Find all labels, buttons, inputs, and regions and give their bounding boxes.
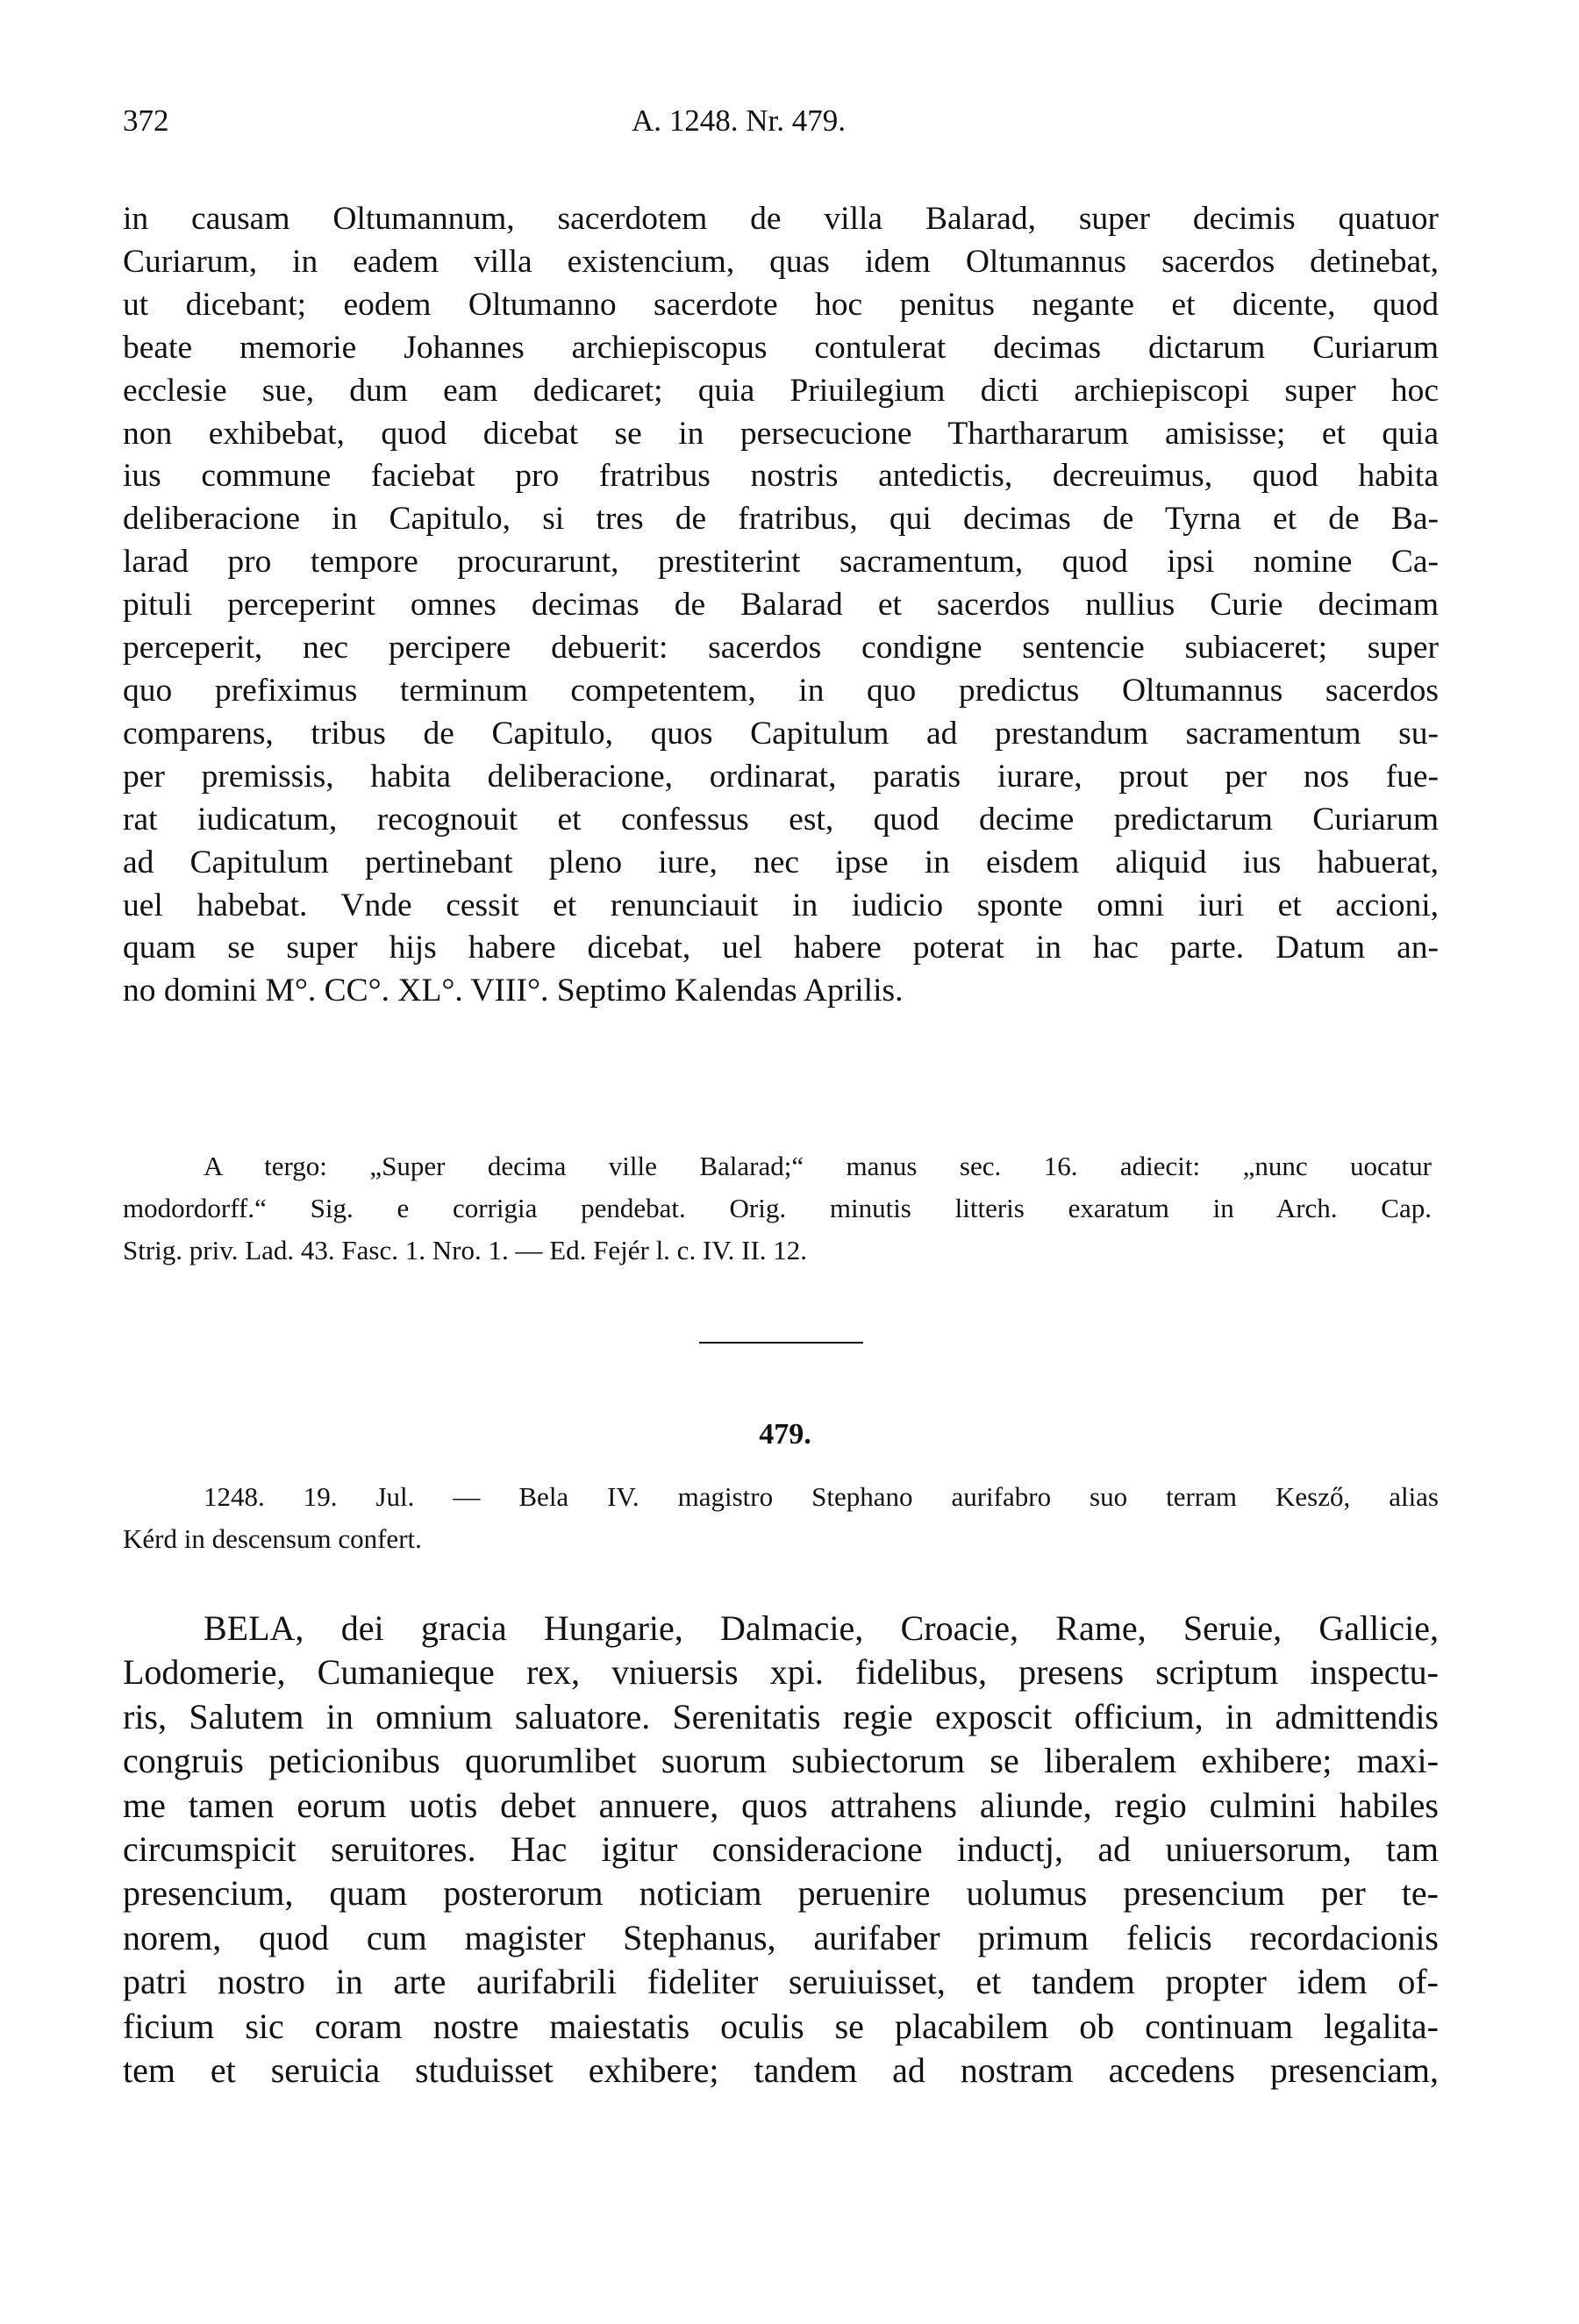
- main-text-line: perceperit, nec percipere debuerit: sacerdos condigne sentencie subiaceret; super: [123, 630, 1439, 667]
- page-number: 372: [123, 103, 169, 138]
- regest-line: 1248. 19. Jul. — Bela IV. magistro Stephano aurifabro suo terram Kesző, alias: [204, 1481, 1439, 1512]
- charter-text-line: Lodomerie, Cumanieque rex, vniuersis xpi. fidelibus, presens scriptum inspectu-: [123, 1652, 1439, 1693]
- page-header: [123, 103, 1430, 147]
- main-text-line: per premissis, habita deliberacione, ordinarat, paratis iurare, prout per nos fue-: [123, 758, 1439, 795]
- regest: [123, 1476, 1439, 1560]
- running-head: A. 1248. Nr. 479.: [632, 103, 847, 138]
- charter-text-line: norem, quod cum magister Stephanus, aurifaber primum felicis recordacionis: [123, 1917, 1439, 1957]
- main-text: [123, 198, 1439, 1013]
- main-text-line: ecclesie sue, dum eam dedicaret; quia Priuilegium dicti archiepiscopi super hoc: [123, 372, 1439, 409]
- main-text-line: beate memorie Johannes archiepiscopus contulerat decimas dictarum Curiarum: [123, 329, 1439, 366]
- main-text-line: rat iudicatum, recognouit et confessus est, quod decime predictarum Curiarum: [123, 801, 1439, 838]
- charter-text-line: congruis peticionibus quorumlibet suorum subiectorum se liberalem exhibere; maxi-: [123, 1741, 1439, 1781]
- charter-text-line: me tamen eorum uotis debet annuere, quos attrahens aliunde, regio culmini habiles: [123, 1785, 1439, 1825]
- charter-text-line: BELA, dei gracia Hungarie, Dalmacie, Croacie, Rame, Seruie, Gallicie,: [204, 1608, 1439, 1648]
- main-text-line: deliberacione in Capitulo, si tres de fratribus, qui decimas de Tyrna et de Ba-: [123, 501, 1439, 538]
- footnote-line: Strig. priv. Lad. 43. Fasc. 1. Nro. 1. — Ed. Fejér l. c. IV. II. 12.: [123, 1235, 808, 1265]
- charter-text-line: tem et seruicia studuisset exhibere; tandem ad nostram accedens presenciam,: [123, 2050, 1439, 2091]
- main-text-line: quo prefiximus terminum competentem, in quo predictus Oltumannus sacerdos: [123, 672, 1439, 709]
- main-text-line: non exhibebat, quod dicebat se in persecucione Tharthararum amisisse; et quia: [123, 415, 1439, 452]
- main-text-line: ad Capitulum pertinebant pleno iure, nec ipse in eisdem aliquid ius habuerat,: [123, 844, 1439, 880]
- main-text-line: in causam Oltumannum, sacerdotem de villa Balarad, super decimis quatuor: [123, 201, 1439, 237]
- main-text-line: comparens, tribus de Capitulo, quos Capitulum ad prestandum sacramentum su-: [123, 715, 1439, 752]
- regest-line: Kérd in descensum confert.: [123, 1523, 422, 1554]
- footnote: [123, 1145, 1432, 1272]
- section-divider: [699, 1342, 863, 1344]
- charter-text-line: presencium, quam posterorum noticiam peruenire uolumus presencium per te-: [123, 1873, 1439, 1914]
- main-text-line: pituli perceperint omnes decimas de Balarad et sacerdos nullius Curie decimam: [123, 587, 1439, 624]
- charter-text-line: ficium sic coram nostre maiestatis oculis se placabilem ob continuam legalita-: [123, 2006, 1439, 2046]
- footnote-line: modordorff.“ Sig. e corrigia pendebat. Orig. minutis litteris exaratum in Arch. Cap.: [123, 1193, 1432, 1223]
- main-text-line: Curiarum, in eadem villa existencium, quas idem Oltumannus sacerdos detinebat,: [123, 243, 1439, 280]
- charter-text-line: circumspicit seruitores. Hac igitur consideracione inductj, ad uniuersorum, tam: [123, 1829, 1439, 1870]
- main-text-line: ius commune faciebat pro fratribus nostris antedictis, decreuimus, quod habita: [123, 458, 1439, 495]
- main-text-line: uel habebat. Vnde cessit et renunciauit in iudicio sponte omni iuri et accioni,: [123, 887, 1439, 923]
- document-number: 479.: [759, 1418, 811, 1451]
- main-text-line: larad pro tempore procurarunt, prestiterint sacramentum, quod ipsi nomine Ca-: [123, 544, 1439, 581]
- charter-text-line: ris, Salutem in omnium saluatore. Serenitatis regie exposcit officium, in admittendis: [123, 1696, 1439, 1736]
- footnote-line: A tergo: „Super decima ville Balarad;“ manus sec. 16. adiecit: „nunc uocatur: [204, 1151, 1432, 1181]
- main-text-line: quam se super hijs habere dicebat, uel habere poterat in hac parte. Datum an-: [123, 930, 1439, 966]
- charter-text-line: patri nostro in arte aurifabrili fideliter seruiuisset, et tandem propter idem of-: [123, 1962, 1439, 2002]
- main-text-line: ut dicebant; eodem Oltumanno sacerdote hoc penitus negante et dicente, quod: [123, 286, 1439, 323]
- main-text-line: no domini M°. CC°. XL°. VIII°. Septimo Kalendas Aprilis.: [123, 973, 904, 1009]
- charter-text: [123, 1607, 1439, 2092]
